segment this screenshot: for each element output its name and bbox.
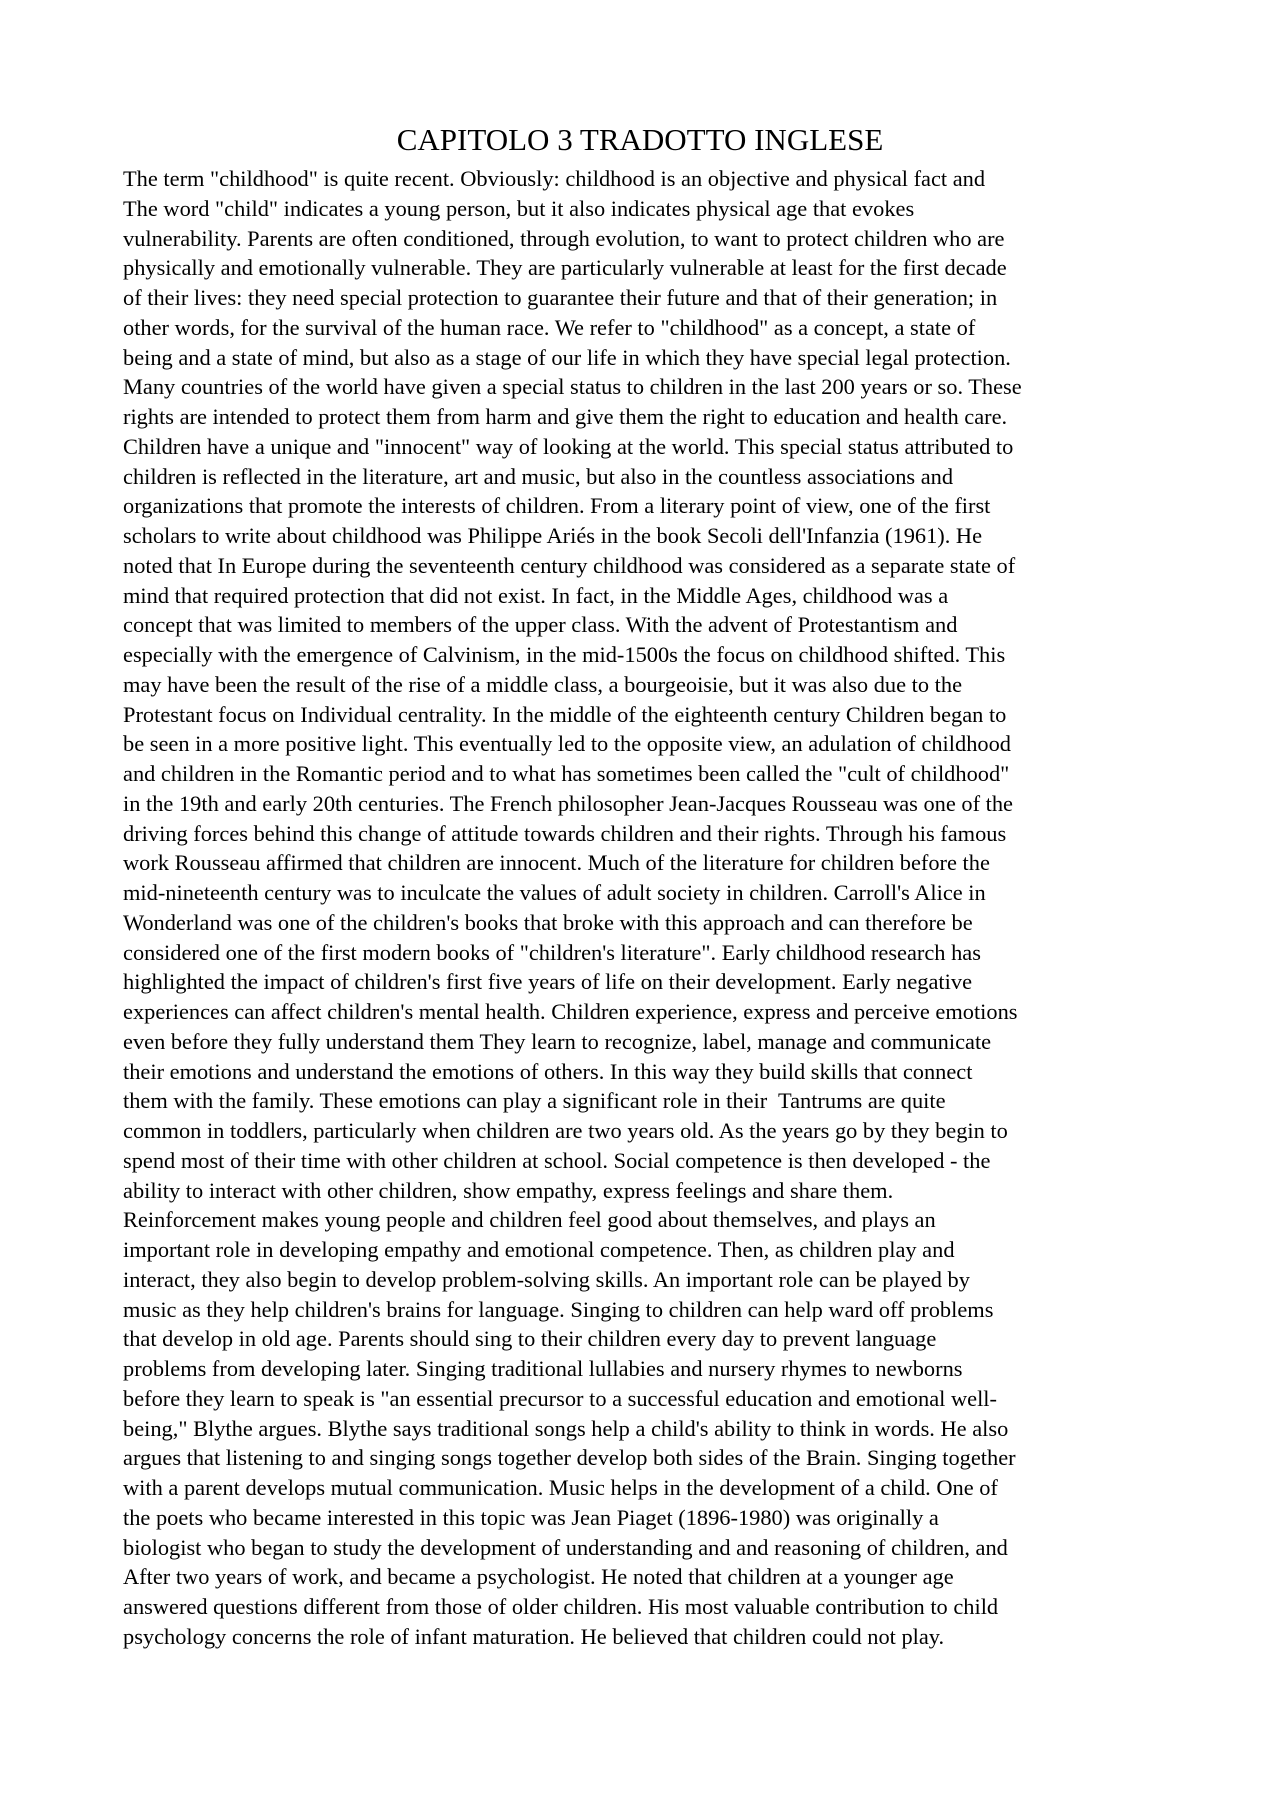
- text-line: that develop in old age. Parents should sing to their children every day to prevent language: [123, 1326, 937, 1352]
- text-line: important role in developing empathy and emotional competence. Then, as children play and: [123, 1237, 955, 1262]
- text-line: may have been the result of the rise of a middle class, a bourgeoisie, but it was also due to the: [123, 671, 963, 697]
- text-line: psychology concerns the role of infant maturation. He believed that children could not play.: [123, 1623, 945, 1649]
- text-line: being," Blythe argues. Blythe says traditional songs help a child's ability to think in words. He also: [123, 1415, 1009, 1441]
- text-line: argues that listening to and singing songs together develop both sides of the Brain. Singing together: [123, 1445, 1016, 1471]
- text-line: with a parent develops mutual communication. Music helps in the development of a child. One of: [123, 1475, 998, 1500]
- text-line: of their lives: they need special protection to guarantee their future and that of their generation; in: [123, 285, 998, 310]
- text-line: common in toddlers, particularly when children are two years old. As the years go by they begin to: [123, 1118, 1008, 1143]
- text-line: and children in the Romantic period and to what has sometimes been called the "cult of childhood": [123, 761, 1010, 786]
- text-line: problems from developing later. Singing traditional lullabies and nursery rhymes to newborns: [123, 1356, 963, 1381]
- text-line: mid-nineteenth century was to inculcate the values of adult society in children. Carroll's Alice in: [123, 880, 986, 905]
- text-line: interact, they also begin to develop problem-solving skills. An important role can be played by: [123, 1266, 970, 1292]
- text-line: mind that required protection that did not exist. In fact, in the Middle Ages, childhood was a: [123, 582, 949, 608]
- text-line: spend most of their time with other children at school. Social competence is then developed - the: [123, 1147, 991, 1173]
- text-line: The term "childhood" is quite recent. Obviously: childhood is an objective and physical fact and: [123, 166, 986, 191]
- text-line: experiences can affect children's mental health. Children experience, express and perceive emotions: [123, 999, 1018, 1024]
- text-line: scholars to write about childhood was Philippe Ariés in the book Secoli dell'Infanzia (1961). He: [123, 523, 983, 548]
- text-line: be seen in a more positive light. This eventually led to the opposite view, an adulation of childhood: [123, 731, 1011, 757]
- text-line: ability to interact with other children, show empathy, express feelings and share them.: [123, 1177, 894, 1203]
- text-line: rights are intended to protect them from harm and give them the right to education and health care.: [123, 404, 1008, 429]
- text-line: answered questions different from those of older children. His most valuable contribution to child: [123, 1594, 999, 1619]
- text-line: considered one of the first modern books of "children's literature". Early childhood research has: [123, 939, 981, 965]
- document-body: [123, 164, 1183, 1652]
- text-line: children is reflected in the literature, art and music, but also in the countless associations and: [123, 463, 954, 489]
- text-line: Many countries of the world have given a special status to children in the last 200 years or so. These: [123, 374, 1022, 400]
- text-line: them with the family. These emotions can play a significant role in their Tantrums are quite: [123, 1088, 946, 1114]
- text-line: their emotions and understand the emotions of others. In this way they build skills that connect: [123, 1058, 973, 1084]
- text-line: driving forces behind this change of attitude towards children and their rights. Through his famous: [123, 820, 1007, 846]
- text-line: physically and emotionally vulnerable. They are particularly vulnerable at least for the first decade: [123, 255, 1007, 281]
- text-line: highlighted the impact of children's first five years of life on their development. Early negative: [123, 969, 973, 995]
- text-line: organizations that promote the interests of children. From a literary point of view, one of the first: [123, 493, 991, 519]
- text-line: Protestant focus on Individual centrality. In the middle of the eighteenth century Children began to: [123, 701, 1007, 727]
- text-line: in the 19th and early 20th centuries. The French philosopher Jean-Jacques Rousseau was one of the: [123, 790, 1013, 816]
- text-line: The word "child" indicates a young person, but it also indicates physical age that evokes: [123, 195, 915, 221]
- text-line: concept that was limited to members of the upper class. With the advent of Protestantism and: [123, 612, 958, 638]
- text-line: biologist who began to study the development of understanding and and reasoning of children, and: [123, 1534, 1008, 1560]
- text-line: vulnerability. Parents are often conditioned, through evolution, to want to protect children who are: [123, 225, 1005, 251]
- text-line: Children have a unique and "innocent" way of looking at the world. This special status attributed to: [123, 433, 1014, 459]
- text-line: even before they fully understand them They learn to recognize, label, manage and communicate: [123, 1028, 992, 1054]
- text-line: other words, for the survival of the human race. We refer to "childhood" as a concept, a state of: [123, 314, 976, 340]
- text-line: work Rousseau affirmed that children are innocent. Much of the literature for children before the: [123, 850, 990, 876]
- text-line: noted that In Europe during the seventeenth century childhood was considered as a separate state of: [123, 552, 1016, 578]
- document-title: CAPITOLO 3 TRADOTTO INGLESE: [396, 122, 884, 157]
- text-line: being and a state of mind, but also as a stage of our life in which they have special legal protection.: [123, 344, 1011, 370]
- text-line: before they learn to speak is "an essential precursor to a successful education and emotional well-: [123, 1385, 997, 1411]
- text-line: After two years of work, and became a psychologist. He noted that children at a younger age: [123, 1564, 954, 1590]
- text-line: especially with the emergence of Calvinism, in the mid-1500s the focus on childhood shifted. This: [123, 642, 1006, 667]
- text-line: Reinforcement makes young people and children feel good about themselves, and plays an: [123, 1207, 936, 1233]
- text-line: Wonderland was one of the children's books that broke with this approach and can therefore be: [123, 909, 973, 935]
- text-line: the poets who became interested in this topic was Jean Piaget (1896-1980) was originally a: [123, 1504, 939, 1530]
- text-line: music as they help children's brains for language. Singing to children can help ward off problems: [123, 1296, 994, 1322]
